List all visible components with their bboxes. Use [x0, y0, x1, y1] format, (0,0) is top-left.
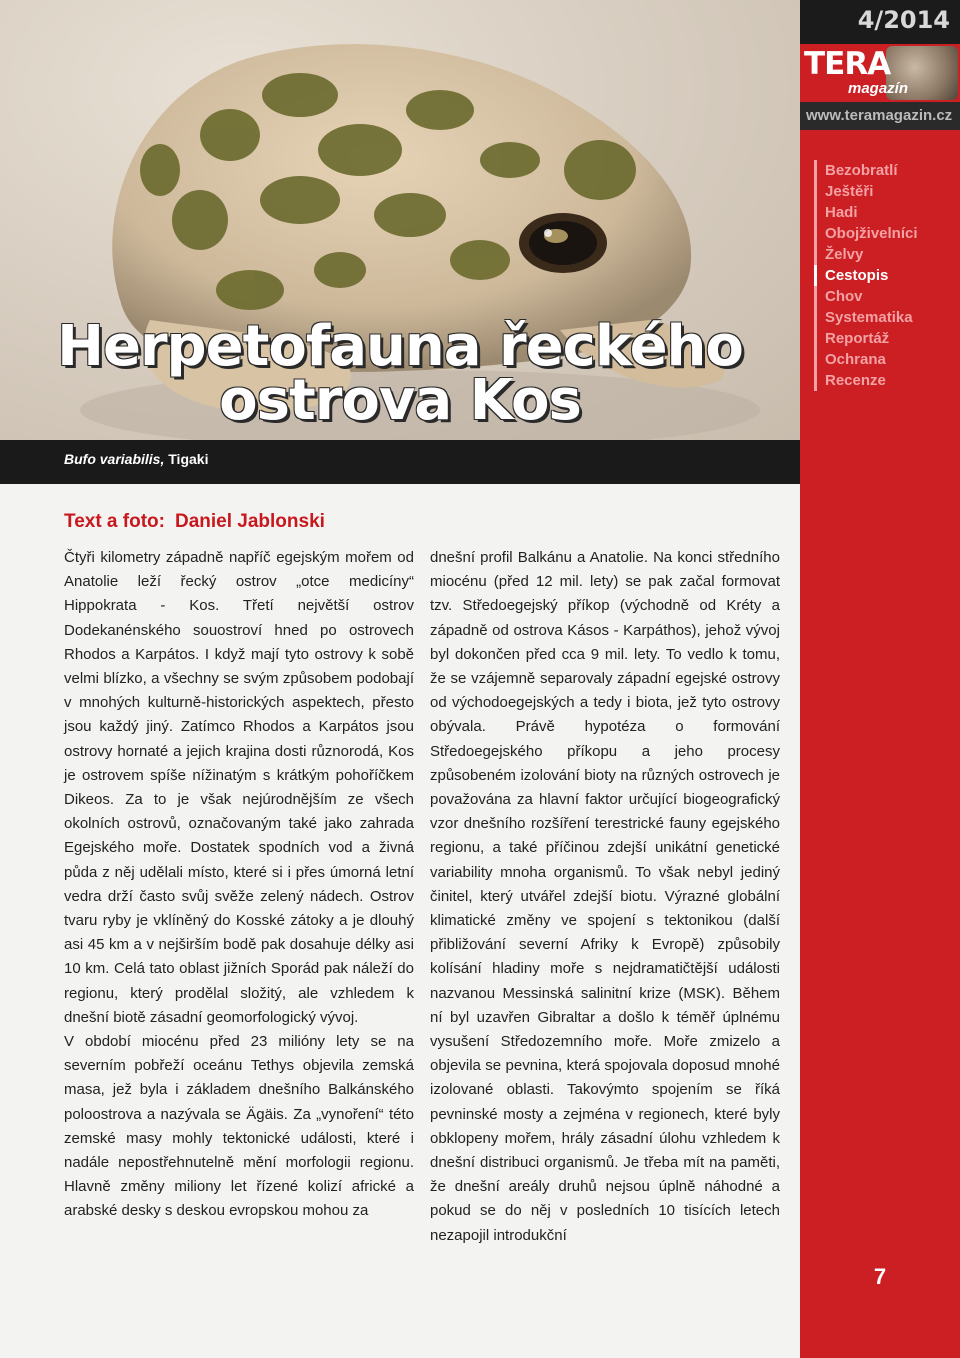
- caption-place: Tigaki: [168, 451, 209, 467]
- article-column-1: [64, 546, 414, 1224]
- menu-item-hadi[interactable]: Hadi: [814, 202, 918, 223]
- byline: [64, 511, 325, 533]
- logo-sub: magazín: [848, 80, 909, 97]
- menu-item-chov[interactable]: Chov: [814, 286, 918, 307]
- site-url[interactable]: www.teramagazin.cz: [806, 107, 953, 124]
- article-title: [0, 314, 800, 433]
- menu-item-bezobratli[interactable]: Bezobratlí: [814, 160, 918, 181]
- page-number: 7: [873, 1264, 887, 1289]
- photo-caption: [64, 451, 208, 467]
- caption-species: Bufo variabilis,: [64, 451, 165, 467]
- paragraph: Čtyři kilometry západně napříč egejským mořem od Anatolie leží řecký ostrov „otce medicíny“ Hippokrata - Kos. Třetí největší ostrov Dodekanénského souostroví hned po ostrovech Rhodos a Karpátos. I když mají tyto ostrovy k sobě velmi blízko, a všechny se svým způsobem podobají v mnohých kulturně-historických aspektech, přesto jsou každý jiný. Zatímco Rhodos a Karpátos jsou ostrovy hornaté a jejich krajina dosti různorodá, Kos je ostrovem spíše nížinatým s krátkým pohoříčkem Dikeos. Za to je však nejúrodnějším ze všech okolních ostrovů, označovaným také jako zahrada Egejského moře. Dostatek spodních vod a živná půda z něj udělali místo, které si i přes úmorná letní vedra drží často svůj svěže zelený nádech. Ostrov tvaru ryby je vklíněný do Kosské zátoky a je dlouhý asi 45 km a v nejširším bodě pak dosahuje délky asi 10 km. Celá tato oblast jižních Sporád pak náleží do regionu, který prodělal složitý, ale vzhledem k dnešní biotě zásadní geomorfologický vývoj.: [64, 549, 414, 1026]
- paragraph: dnešní profil Balkánu a Anatolie. Na konci středního miocénu (před 12 mil. lety) se pak začal formovat tzv. Středoegejský příkop (východně od Kréty a západně od ostrova Kásos - Karpáthos), jehož vývoj byl dokončen před cca 9 mil. lety. To vedlo k tomu, že se vzájemně separovaly západní egejské ostrovy od východoegejských a tedy i biota, jež tyto ostrovy obývala. Právě hypotéza o formování Středoegejského příkopu a jeho procesy způsobeném izolování bioty na různých ostrovech je považována za hlavní faktor určující biogeografický vzor dnešního rozšíření terestrické fauny egejského regionu, a také příčinou zdejší unikátní genetické variability mnoha organismů. To však nebyl jediný činitel, který utvářel zdejší biotu. Výrazné globální klimatické změny ve spojení s tektonikou (další přibližování severní Afriky k Evropě) způsobily kolísání hladiny moře s nejdramatičtější události nazvanou Messinská salinitní krize (MSK). Během ní byl uzavřen Gibraltar a došlo k téměř úplnému vysušení Středozemního moře. Moře zmizelo a objevila se pevnina, která spojovala doposud mnohé izolované oblasti. Takovýmto spojením se říká pevninské mosty a zejména v regionech, které byly obklopeny mořem, hrály zásadní úlohu vzhledem k dnešní distribuci organismů. Je třeba mít na paměti, že dnešní areály druhů nejsou úplně náhodné a pokud se do něj v posledních 10 tisících letech nezapojil introdukční: [430, 549, 780, 1244]
- menu-item-recenze[interactable]: Recenze: [814, 370, 918, 391]
- article-title-line2: ostrova Kos: [219, 368, 581, 433]
- hero-photo: [0, 0, 800, 440]
- byline-label: Text a foto:: [64, 511, 165, 532]
- menu-item-ochrana[interactable]: Ochrana: [814, 349, 918, 370]
- section-menu: [814, 160, 918, 391]
- article-column-2: [430, 546, 780, 1248]
- menu-item-zelvy[interactable]: Želvy: [814, 244, 918, 265]
- logo-main: TERA: [804, 46, 891, 82]
- menu-item-cestopis[interactable]: Cestopis: [814, 265, 918, 286]
- paragraph: V období miocénu před 23 milióny lety se na severním pobřeží oceánu Tethys objevila zemská masa, jež byla i základem dnešního Balkánského poloostrova a nazývala se Ägäis. Za „vynoření“ této zemské masy mohly tektonické události, které i nadále nepostřehnutelně mění morfologii regionu. Hlavně změny miliony let řízené kolizí africké a arabské desky s deskou evropskou mohou za: [64, 1033, 414, 1220]
- menu-item-jesteri[interactable]: Ještěři: [814, 181, 918, 202]
- article-title-line1: Herpetofauna řeckého: [57, 314, 743, 379]
- menu-item-obojzivelnici[interactable]: Obojživelníci: [814, 223, 918, 244]
- issue-number: 4/2014: [857, 6, 950, 34]
- menu-item-reportaz[interactable]: Reportáž: [814, 328, 918, 349]
- menu-item-systematika[interactable]: Systematika: [814, 307, 918, 328]
- byline-author: Daniel Jablonski: [174, 511, 325, 532]
